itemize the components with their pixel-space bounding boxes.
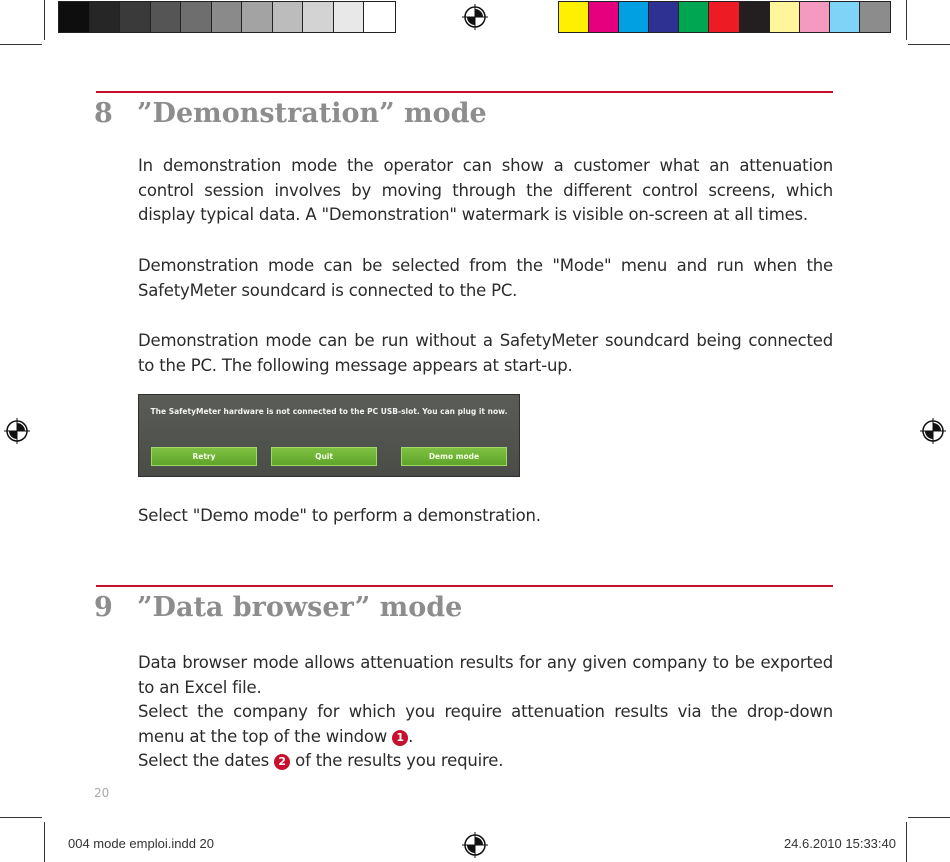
section-rule: [96, 91, 833, 93]
callout-marker: 1: [392, 730, 408, 746]
section-number: 8: [94, 98, 113, 129]
color-swatch: [273, 2, 304, 32]
color-swatch: [334, 2, 365, 32]
callout-marker: 2: [274, 754, 290, 770]
color-swatch: [830, 2, 860, 32]
grayscale-calibration-bar: [58, 1, 396, 33]
color-swatch: [181, 2, 212, 32]
paragraph-line: Data browser mode allows attenuation results for any given company to be exported to an Excel file.: [138, 653, 833, 697]
color-swatch: [740, 2, 770, 32]
color-swatch: [303, 2, 334, 32]
demo-mode-button[interactable]: Demo mode: [401, 447, 507, 466]
color-swatch: [800, 2, 830, 32]
section-number: 9: [94, 592, 113, 623]
color-swatch: [709, 2, 739, 32]
retry-button[interactable]: Retry: [151, 447, 257, 466]
crop-mark: [0, 817, 42, 818]
color-swatch: [679, 2, 709, 32]
crop-mark: [906, 0, 907, 40]
paragraph: Demonstration mode can be run without a SafetyMeter soundcard being connected to the PC. The following message appears at start-up.: [138, 331, 833, 375]
color-swatch: [212, 2, 243, 32]
color-swatch: [90, 2, 121, 32]
crop-mark: [0, 44, 42, 45]
color-swatch: [364, 2, 395, 32]
footer-timestamp: 24.6.2010 15:33:40: [783, 836, 896, 851]
paragraph: In demonstration mode the operator can show a customer what an attenuation control session involves by moving through the different control screens, which display typical data. A "Demonstration" watermark is visible on-screen at all times.: [138, 156, 833, 224]
paragraph-line: Select the company for which you require attenuation results via the drop-down menu at the top of the window: [138, 702, 833, 746]
section-title: ”Data browser” mode: [137, 592, 463, 623]
color-swatch: [242, 2, 273, 32]
footer-file-name: 004 mode emploi.indd 20: [68, 836, 214, 851]
crop-mark: [44, 822, 45, 862]
dialog-message: The SafetyMeter hardware is not connected to the PC USB-slot. You can plug it now.: [150, 407, 508, 416]
paragraph-line: of the results you require.: [295, 751, 504, 770]
registration-mark-icon: [920, 418, 946, 444]
color-swatch: [770, 2, 800, 32]
color-swatch: [619, 2, 649, 32]
section-title: ”Demonstration” mode: [137, 98, 487, 129]
color-swatch: [59, 2, 90, 32]
registration-mark-icon: [462, 4, 488, 30]
registration-mark-icon: [4, 418, 30, 444]
color-swatch: [649, 2, 679, 32]
quit-button[interactable]: Quit: [271, 447, 377, 466]
hardware-warning-dialog: [138, 394, 520, 477]
crop-mark: [908, 817, 950, 818]
crop-mark: [44, 0, 45, 40]
page-number: 20: [94, 786, 110, 800]
color-calibration-bar: [558, 1, 891, 33]
crop-mark: [906, 822, 907, 862]
color-swatch: [589, 2, 619, 32]
color-swatch: [120, 2, 151, 32]
color-swatch: [151, 2, 182, 32]
paragraph: [138, 651, 833, 774]
color-swatch: [559, 2, 589, 32]
punctuation: .: [408, 726, 414, 746]
paragraph: Demonstration mode can be selected from the "Mode" menu and run when the SafetyMeter soundcard is connected to the PC.: [138, 256, 833, 300]
crop-mark: [908, 44, 950, 45]
registration-mark-icon: [462, 832, 488, 858]
color-swatch: [860, 2, 890, 32]
paragraph-line: Select the dates: [138, 751, 270, 770]
section-rule: [96, 585, 833, 587]
paragraph: Select "Demo mode" to perform a demonstration.: [138, 506, 541, 525]
